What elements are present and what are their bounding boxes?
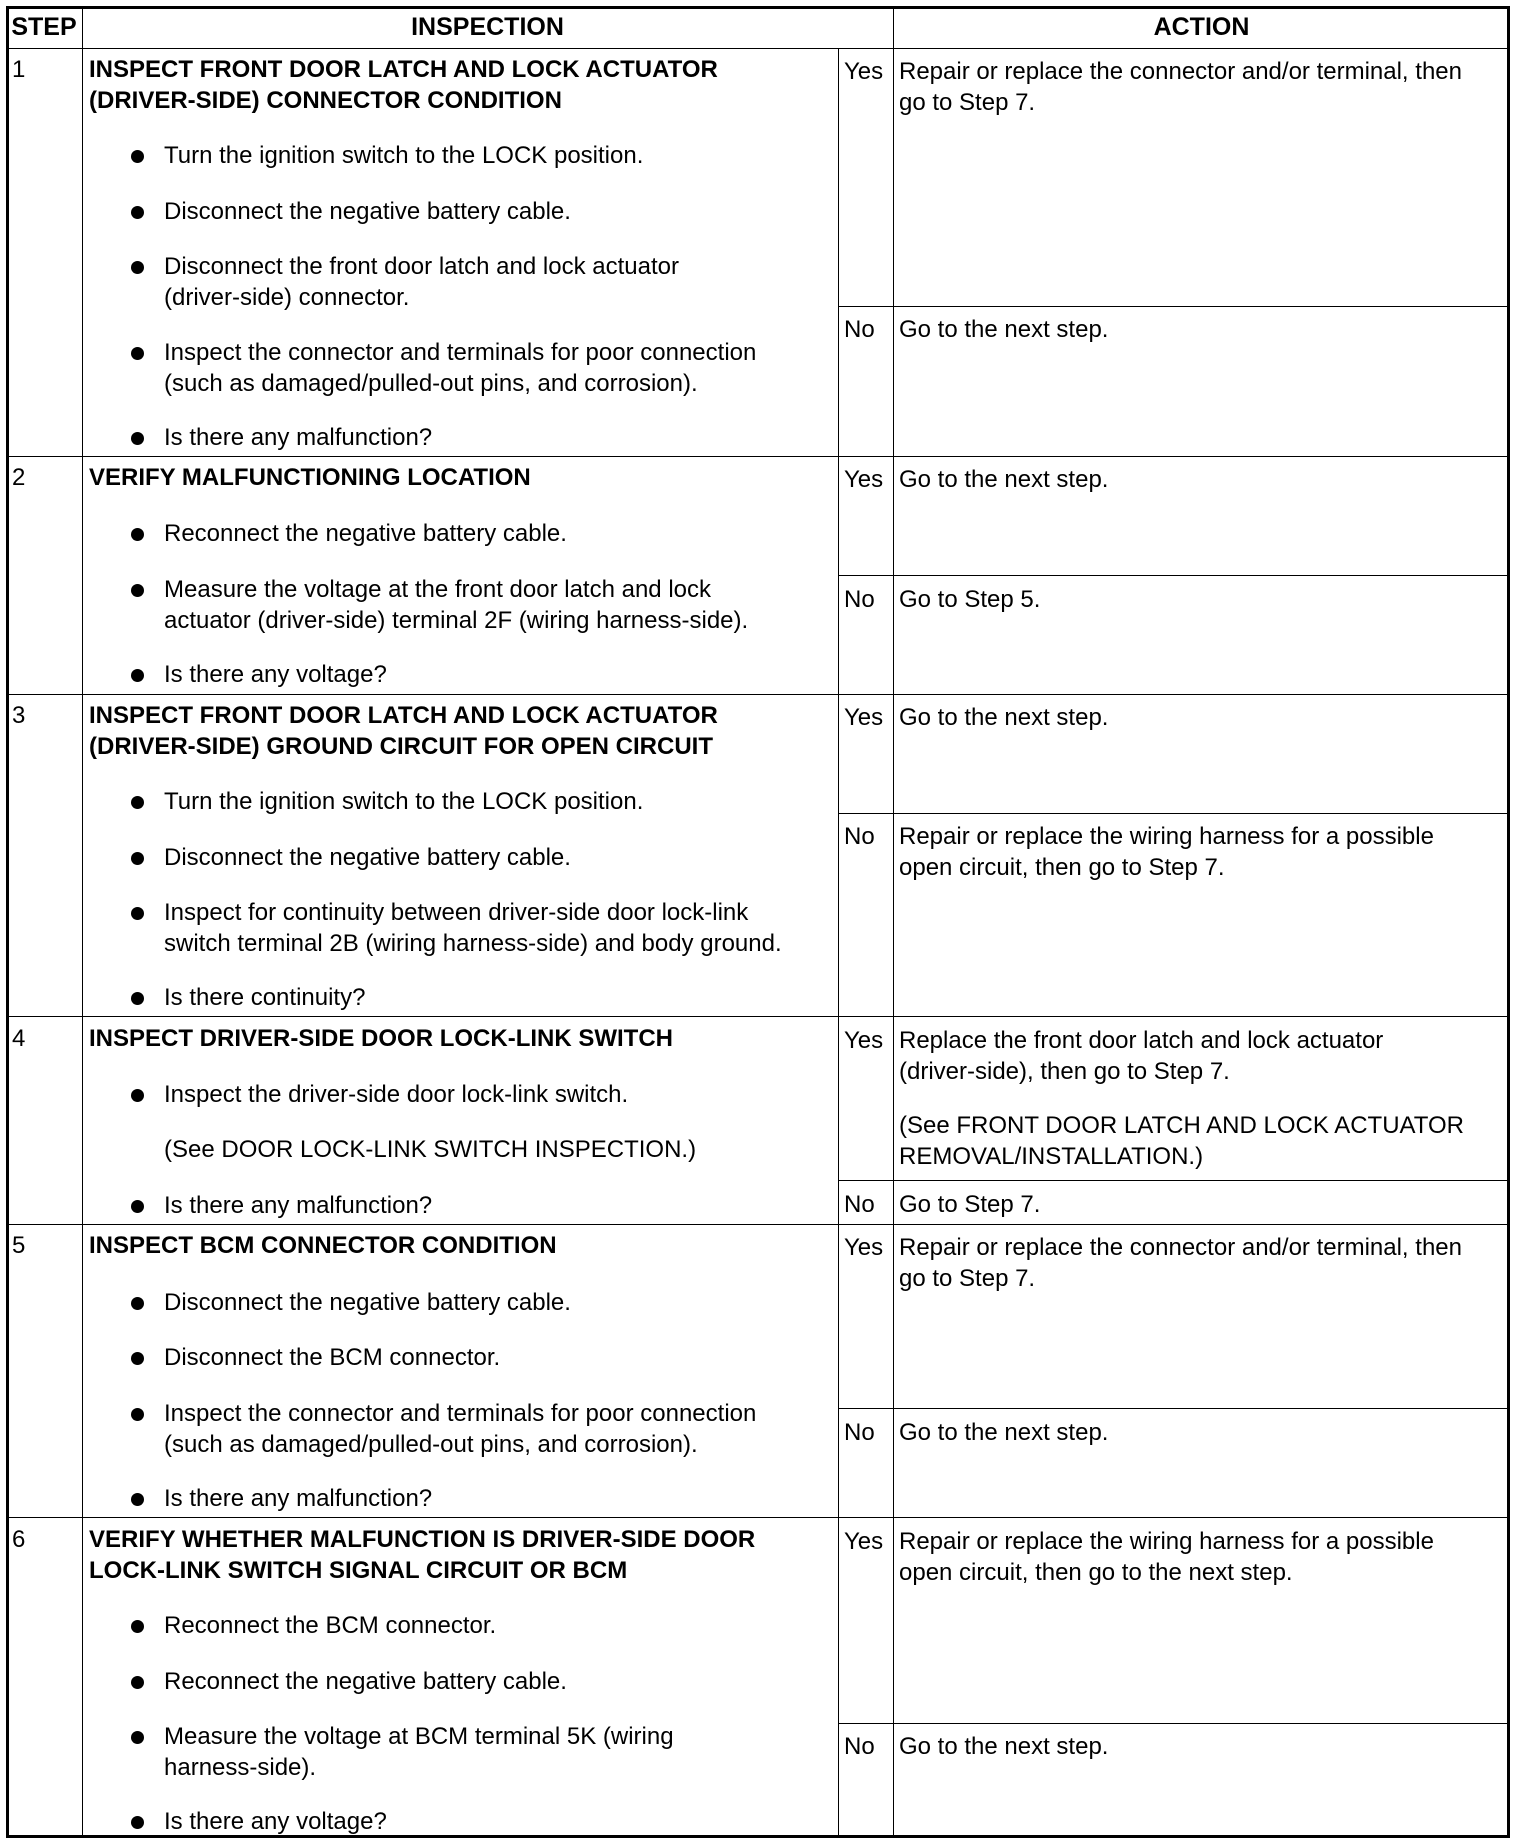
bullet-item: Turn the ignition switch to the LOCK position. xyxy=(164,786,643,817)
yes-label: Yes xyxy=(844,1027,884,1054)
yes-action: Repair or replace the wiring harness for a possible open circuit, then go to the next step. xyxy=(899,1528,1434,1586)
no-label: No xyxy=(844,1733,875,1760)
yes-label: Yes xyxy=(844,1234,884,1261)
bullet-item: Inspect for continuity between driver-side door lock-link switch terminal 2B (wiring harness-side) and body ground. xyxy=(164,897,782,959)
yes-action: Repair or replace the connector and/or terminal, then go to Step 7. xyxy=(899,1234,1462,1292)
bullet-icon xyxy=(131,1297,144,1310)
yes-action: Go to the next step. xyxy=(899,704,1109,731)
bullet-icon xyxy=(131,1816,144,1829)
bullet-item: Is there continuity? xyxy=(164,982,365,1013)
yes-action: Go to the next step. xyxy=(899,466,1109,493)
no-label: No xyxy=(844,586,875,613)
bullet-item: Reconnect the negative battery cable. xyxy=(164,518,567,549)
yes-reference-note: (See FRONT DOOR LATCH AND LOCK ACTUATOR REMOVAL/INSTALLATION.) xyxy=(899,1112,1464,1170)
bullet-icon xyxy=(131,1731,144,1744)
bullet-icon xyxy=(131,1620,144,1633)
bullet-icon xyxy=(131,1408,144,1421)
row-divider xyxy=(6,1517,1510,1518)
step-title: INSPECT FRONT DOOR LATCH AND LOCK ACTUATOR (DRIVER-SIDE) GROUND CIRCUIT FOR OPEN CIRCUIT xyxy=(89,702,718,760)
bullet-item: Disconnect the front door latch and lock actuator (driver-side) connector. xyxy=(164,251,679,313)
bullet-icon xyxy=(131,852,144,865)
bullet-item: Is there any voltage? xyxy=(164,1806,387,1837)
bullet-icon xyxy=(131,796,144,809)
bullet-item: Is there any malfunction? xyxy=(164,1483,432,1514)
bullet-icon xyxy=(131,992,144,1005)
bullet-icon xyxy=(131,1089,144,1102)
no-action: Go to the next step. xyxy=(899,316,1109,343)
no-action: Go to the next step. xyxy=(899,1419,1109,1446)
no-label: No xyxy=(844,1419,875,1446)
no-label: No xyxy=(844,316,875,343)
step-title: INSPECT DRIVER-SIDE DOOR LOCK-LINK SWITCH xyxy=(89,1025,674,1052)
column-divider-answer xyxy=(838,48,839,1838)
row-divider xyxy=(6,694,1510,695)
row-divider xyxy=(6,1016,1510,1017)
no-action: Go to the next step. xyxy=(899,1733,1109,1760)
yes-no-divider xyxy=(838,1408,1510,1409)
bullet-icon xyxy=(131,528,144,541)
no-label: No xyxy=(844,823,875,850)
header-action: ACTION xyxy=(1153,13,1250,41)
step-title: VERIFY WHETHER MALFUNCTION IS DRIVER-SIDE DOOR LOCK-LINK SWITCH SIGNAL CIRCUIT OR BCM xyxy=(89,1526,756,1584)
no-action: Go to Step 7. xyxy=(899,1191,1041,1218)
bullet-icon xyxy=(131,1200,144,1213)
column-divider-action xyxy=(893,6,894,1838)
step-number: 3 xyxy=(12,702,26,729)
bullet-item: Reconnect the BCM connector. xyxy=(164,1610,496,1641)
bullet-item: Measure the voltage at the front door latch and lock actuator (driver-side) terminal 2F (wiring harness-side). xyxy=(164,574,748,636)
step-number: 2 xyxy=(12,464,26,491)
bullet-icon xyxy=(131,1352,144,1365)
yes-label: Yes xyxy=(844,58,884,85)
bullet-icon xyxy=(131,669,144,682)
step-number: 5 xyxy=(12,1232,26,1259)
bullet-item: Turn the ignition switch to the LOCK position. xyxy=(164,140,643,171)
bullet-item: Inspect the connector and terminals for poor connection (such as damaged/pulled-out pins, and corrosion). xyxy=(164,337,756,399)
yes-label: Yes xyxy=(844,466,884,493)
yes-label: Yes xyxy=(844,704,884,731)
bullet-item: Measure the voltage at BCM terminal 5K (wiring harness-side). xyxy=(164,1721,674,1783)
yes-no-divider xyxy=(838,813,1510,814)
bullet-item: Inspect the driver-side door lock-link switch. xyxy=(164,1079,628,1110)
no-action: Repair or replace the wiring harness for a possible open circuit, then go to Step 7. xyxy=(899,823,1434,881)
yes-no-divider xyxy=(838,306,1510,307)
bullet-icon xyxy=(131,432,144,445)
reference-note: (See DOOR LOCK-LINK SWITCH INSPECTION.) xyxy=(164,1136,697,1163)
step-title: VERIFY MALFUNCTIONING LOCATION xyxy=(89,464,531,491)
bullet-icon xyxy=(131,206,144,219)
bullet-icon xyxy=(131,584,144,597)
bullet-item: Is there any malfunction? xyxy=(164,1190,432,1221)
bullet-item: Disconnect the BCM connector. xyxy=(164,1342,500,1373)
bullet-item: Disconnect the negative battery cable. xyxy=(164,196,571,227)
bullet-item: Is there any voltage? xyxy=(164,659,387,690)
yes-no-divider xyxy=(838,1180,1510,1181)
yes-no-divider xyxy=(838,575,1510,576)
bullet-item: Disconnect the negative battery cable. xyxy=(164,1287,571,1318)
no-action: Go to Step 5. xyxy=(899,586,1041,613)
yes-no-divider xyxy=(838,1723,1510,1724)
yes-action: Replace the front door latch and lock actuator (driver-side), then go to Step 7. xyxy=(899,1027,1384,1085)
header-divider xyxy=(6,48,1510,49)
bullet-icon xyxy=(131,907,144,920)
step-number: 4 xyxy=(12,1025,26,1052)
header-inspection: INSPECTION xyxy=(411,13,564,41)
row-divider xyxy=(6,1224,1510,1225)
column-divider-step xyxy=(82,6,83,1838)
bullet-icon xyxy=(131,347,144,360)
step-number: 1 xyxy=(12,56,26,83)
bullet-icon xyxy=(131,1676,144,1689)
row-divider xyxy=(6,456,1510,457)
step-title: INSPECT BCM CONNECTOR CONDITION xyxy=(89,1232,557,1259)
step-title: INSPECT FRONT DOOR LATCH AND LOCK ACTUATOR (DRIVER-SIDE) CONNECTOR CONDITION xyxy=(89,56,718,114)
bullet-icon xyxy=(131,1493,144,1506)
yes-action: Repair or replace the connector and/or terminal, then go to Step 7. xyxy=(899,58,1462,116)
bullet-icon xyxy=(131,150,144,163)
header-step: STEP xyxy=(11,13,77,41)
no-label: No xyxy=(844,1191,875,1218)
bullet-item: Inspect the connector and terminals for poor connection (such as damaged/pulled-out pins, and corrosion). xyxy=(164,1398,756,1460)
yes-label: Yes xyxy=(844,1528,884,1555)
bullet-icon xyxy=(131,261,144,274)
bullet-item: Is there any malfunction? xyxy=(164,422,432,453)
bullet-item: Reconnect the negative battery cable. xyxy=(164,1666,567,1697)
step-number: 6 xyxy=(12,1526,26,1553)
bullet-item: Disconnect the negative battery cable. xyxy=(164,842,571,873)
